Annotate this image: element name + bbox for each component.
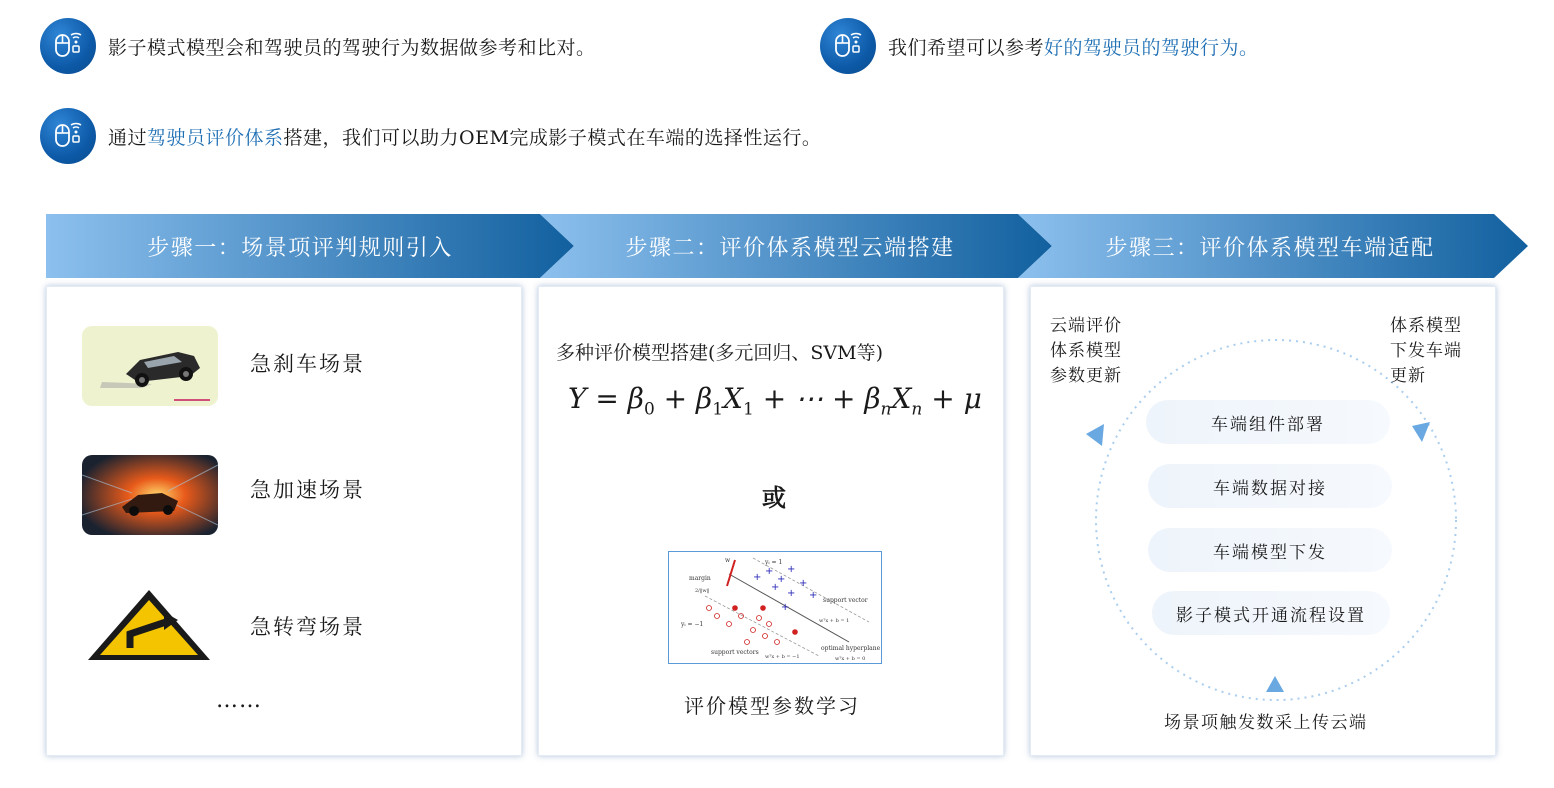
step-component-deploy: 车端组件部署 [1146,400,1390,444]
bullet-2 [820,18,1259,74]
svg-text:+: + [787,564,796,575]
model-dispatch-line-1: 体系模型 [1390,316,1462,336]
svm-frac-label: 2/‖w‖ [695,588,710,594]
svg-text:+: + [753,572,762,583]
cloud-update-line-2: 体系模型 [1050,341,1122,361]
scene-brake-label: 急刹车场景 [250,352,365,376]
step-data-integration: 车端数据对接 [1148,464,1392,508]
bullet-1 [40,18,596,74]
bullet-3-highlight: 驾驶员评价体系 [147,126,284,149]
bullet-2-pre: 我们希望可以参考 [888,36,1045,59]
model-dispatch-line-3: 更新 [1390,366,1426,386]
svm-plane-neg-label: wᵀx + b = −1 [765,654,800,660]
svm-yi-pos-label: yᵢ = 1 [765,559,783,566]
bullet-3-pre: 通过 [108,126,148,149]
bullet-2-text [888,33,1259,60]
emergency-brake-image [82,326,218,406]
svm-plane-zero-label: wᵀx + b = 0 [835,656,866,662]
scene-accel-label: 急加速场景 [250,478,365,502]
svm-sv-right-label: support vector [823,597,868,604]
cloud-update-line-3: 参数更新 [1050,366,1122,386]
mouse-signal-icon [40,18,96,74]
cycle-arrow-bottom-icon [1266,676,1284,692]
bullet-2-highlight: 好的驾驶员的驾驶行为。 [1044,36,1259,59]
svm-w-label: w [725,557,731,564]
svg-text:+: + [799,578,808,589]
svm-sv-left-label: support vectors [711,649,759,656]
svm-margin-label: margin [689,575,711,582]
bullet-3-post: 搭建，我们可以助力OEM完成影子模式在车端的选择性运行。 [283,126,822,149]
model-caption: 评价模型参数学习 [684,694,860,718]
cycle-arrow-right-icon [1412,422,1430,442]
trigger-upload-label: 场景项触发数采上传云端 [1164,713,1368,733]
svg-text:+: + [787,588,796,599]
step-model-dispatch: 车端模型下发 [1148,528,1392,572]
svg-text:+: + [765,566,774,577]
model-dispatch-line-2: 下发车端 [1390,341,1462,361]
mouse-signal-icon [40,108,96,164]
or-label: 或 [762,483,786,512]
step-shadow-mode-setup: 影子模式开通流程设置 [1152,591,1390,635]
svg-text:+: + [771,582,780,593]
bullet-3-text [108,123,821,150]
svg-text:+: + [781,602,790,613]
step-3-label: 步骤三：评价体系模型车端适配 [1105,235,1435,261]
step-1-label: 步骤一：场景项评判规则引入 [147,235,453,261]
svm-plane-pos-label: wᵀx + b = 1 [819,618,850,624]
regression-formula: $Y = \beta_0 + \beta_1X_1$ + ⋯ + $\beta_nX_n + \mu$ [568,382,982,420]
mouse-signal-icon [820,18,876,74]
svm-figure [668,551,882,664]
cloud-update-line-1: 云端评价 [1050,316,1122,336]
bullet-3 [40,108,821,164]
svg-text:+: + [777,574,786,585]
cloud-update-label [1050,314,1122,389]
acceleration-image [82,455,218,535]
cycle-arrow-left-icon [1086,424,1104,446]
more-scenes-ellipsis: …… [216,688,262,713]
svm-hyperplane-label: optimal hyperplane [821,645,881,652]
svg-text:+: + [809,590,818,601]
svm-yi-neg-label: yᵢ = −1 [681,621,704,628]
model-dispatch-label [1390,314,1462,389]
step-2-label: 步骤二：评价体系模型云端搭建 [625,235,955,261]
model-title: 多种评价模型搭建(多元回归、SVM等) [556,342,884,364]
bullet-1-text: 影子模式模型会和驾驶员的驾驶行为数据做参考和比对。 [108,36,596,59]
sharp-turn-sign-icon [84,586,214,664]
scene-turn-label: 急转弯场景 [250,615,365,639]
